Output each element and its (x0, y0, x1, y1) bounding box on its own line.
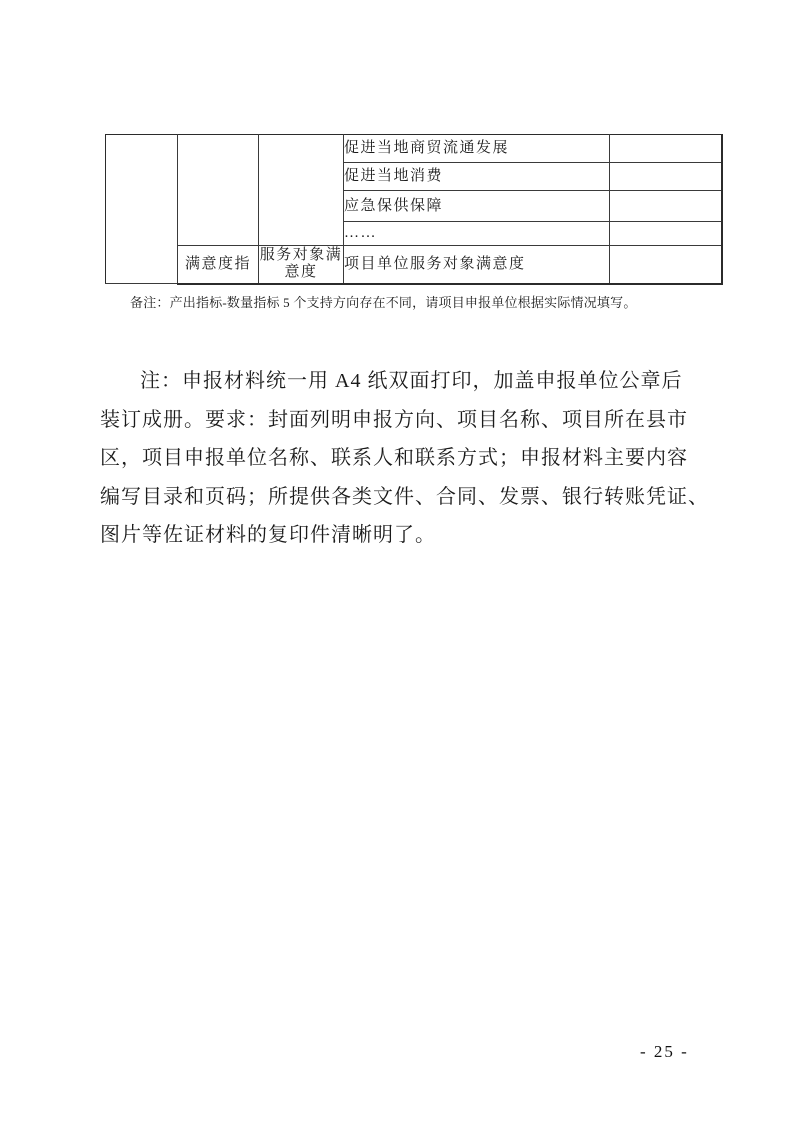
table-row (106, 135, 723, 163)
table-cell-satisfaction-subcategory: 服务对象满意度 (259, 246, 344, 284)
table-row-satisfaction (106, 246, 723, 284)
table-cell-empty-category (106, 135, 178, 284)
table-cell-indicator: 促进当地消费 (344, 163, 610, 191)
indicators-table (105, 134, 723, 285)
note-line: 区，项目申报单位名称、联系人和联系方式；申报材料主要内容 (100, 447, 688, 469)
table-cell-fill-in (610, 246, 723, 284)
table-cell-indicator: 应急保供保障 (344, 191, 610, 222)
note-line: 装订成册。要求：封面列明申报方向、项目名称、项目所在县市 (100, 408, 688, 431)
page-number: - 25 - (640, 1042, 689, 1061)
table-cell-satisfaction-indicator: 项目单位服务对象满意度 (344, 246, 610, 284)
table-cell-fill-in (610, 135, 723, 163)
table-cell-satisfaction-category: 满意度指 (178, 246, 259, 284)
table-cell-fill-in (610, 191, 723, 222)
note-line: 编写目录和页码；所提供各类文件、合同、发票、银行转账凭证、 (100, 485, 709, 508)
note-line: 注：申报材料统一用 A4 纸双面打印，加盖申报单位公章后 (140, 370, 683, 392)
table-cell-empty-group (178, 135, 259, 246)
note-line: 图片等佐证材料的复印件清晰明了。 (100, 524, 436, 546)
note-paragraph (100, 362, 714, 555)
table-cell-empty-subgroup (259, 135, 344, 246)
table-cell-indicator: 促进当地商贸流通发展 (344, 135, 610, 163)
table-cell-ellipsis: …… (344, 222, 610, 246)
table-remark: 备注：产出指标-数量指标 5 个支持方向存在不同，请项目申报单位根据实际情况填写。 (130, 295, 637, 310)
table-cell-fill-in (610, 163, 723, 191)
table-cell-fill-in (610, 222, 723, 246)
